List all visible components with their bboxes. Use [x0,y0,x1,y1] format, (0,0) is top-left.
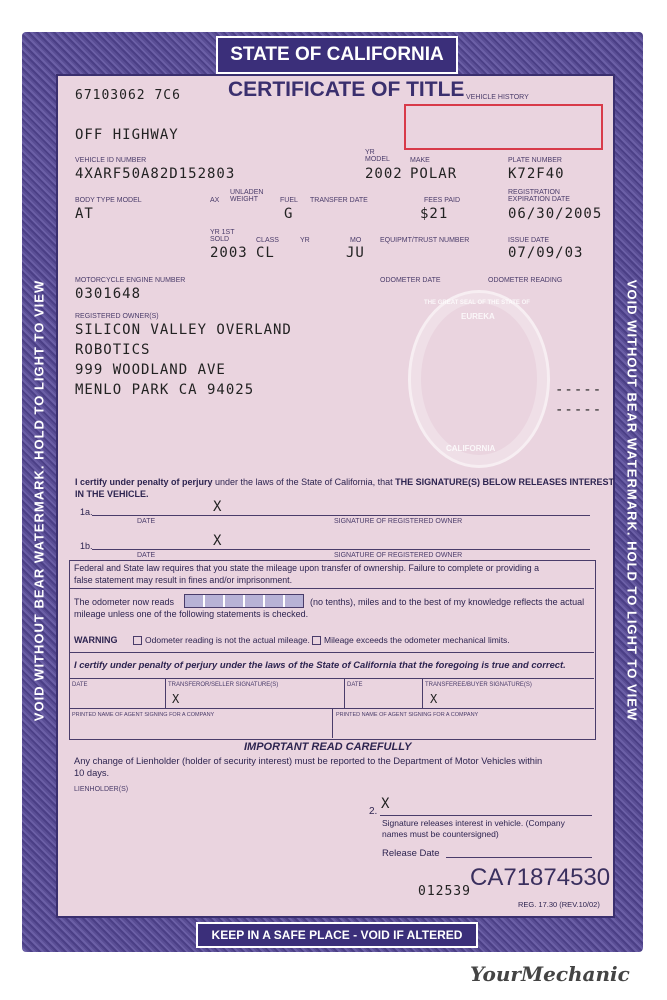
warn-checkbox-2[interactable] [312,636,321,645]
important-text-1: Any change of Lienholder (holder of security interest) must be reported to the Department of Motor Vehicles within [74,756,543,766]
divider-1 [69,588,594,589]
plate-label: PLATE NUMBER [508,157,562,164]
transferee-x: X [430,692,439,706]
line-1a[interactable] [92,515,590,516]
seal-top-text: THE GREAT SEAL OF THE STATE OF [424,300,530,306]
odometer-certify: I certify under penalty of perjury under the laws of the State of California that the foregoing is true and correct. [74,659,566,670]
serial-number: CA71874530 [470,864,611,891]
owner-line-4: MENLO PARK CA 94025 [75,382,255,398]
class-value: CL [256,245,275,261]
make-label: MAKE [410,157,430,164]
class-label: CLASS [256,237,279,244]
body-type-label: BODY TYPE MODEL [75,197,142,204]
lien-sign-line[interactable] [380,815,592,816]
warn-option-1: Odometer reading is not the actual mileage. [145,635,310,645]
fees-paid-value: $21 [420,206,449,222]
seal-eureka: EUREKA [461,312,495,321]
odometer-reads-1: The odometer now reads [74,597,175,607]
sign-x-1a: X [213,499,223,515]
owner-label: REGISTERED OWNER(S) [75,313,159,320]
fuel-value: G [284,206,294,222]
yr-sold-value: 2003 [210,245,248,261]
sign-x-1b: X [213,533,223,549]
owner-line-2: ROBOTICS [75,342,151,358]
odometer-reads-3: mileage unless one of the following statements is checked. [74,609,309,619]
vehicle-type: OFF HIGHWAY [75,127,179,143]
seal-bottom-text: CALIFORNIA [446,444,496,453]
weight-label: UNLADEN WEIGHT [230,189,264,203]
date-label-1b: DATE [137,552,156,559]
transferor-label: TRANSFEROR/SELLER SIGNATURE(S) [168,682,279,688]
line-1b-label: 1b. [80,541,93,551]
ax-label: AX [210,197,220,204]
lienholder-label: LIENHOLDER(S) [74,786,129,793]
printed-agent-label-2: PRINTED NAME OF AGENT SIGNING FOR A COMPANY [336,712,479,718]
odometer-dashes-1: ----- [555,382,603,398]
serial-small: 012539 [418,884,471,899]
release-date-line[interactable] [446,857,592,858]
body-type-value: AT [75,206,94,222]
yr-model-label: YR MODEL [365,149,390,163]
transfer-date-label: TRANSFER DATE [310,197,368,204]
reg-number: REG. 17.30 (REV.10/02) [518,900,600,909]
sig-owner-label-1b: SIGNATURE OF REGISTERED OWNER [334,552,463,559]
owner-line-1: SILICON VALLEY OVERLAND [75,322,292,338]
warn-option-2: Mileage exceeds the odometer mechanical limits. [324,635,510,645]
state-banner: STATE OF CALIFORNIA [216,36,458,74]
yr-label: YR [300,237,310,244]
control-number: 67103062 7C6 [75,88,181,103]
certificate-title: CERTIFICATE OF TITLE [228,78,465,101]
federal-text-1: Federal and State law requires that you state the mileage upon transfer of ownership. Failure to complete or providing a [74,563,540,573]
issue-date-value: 07/09/03 [508,245,584,261]
important-text-2: 10 days. [74,768,110,778]
keep-safe-banner: KEEP IN A SAFE PLACE - VOID IF ALTERED [196,922,478,948]
sig-owner-label-1a: SIGNATURE OF REGISTERED OWNER [334,518,463,525]
transferor-x: X [172,692,181,706]
certify-bold-c: THE SIGNATURE(S) BELOW RELEASES INTEREST [395,477,614,487]
fuel-label: FUEL [280,197,298,204]
federal-text-2: false statement may result in fines and/or imprisonment. [74,575,293,585]
side-text-right: VOID WITHOUT BEAR WATERMARK. HOLD TO LIGHT TO VIEW [624,279,640,722]
owner-line-3: 999 WOODLAND AVE [75,362,226,378]
release-date-label: Release Date [382,848,440,859]
date-label-1a: DATE [137,518,156,525]
odometer-reading-label: ODOMETER READING [488,277,563,284]
yr-sold-label: YR 1ST SOLD [210,229,235,243]
mo-value: JU [346,245,365,261]
lien-sig-text-1: Signature releases interest in vehicle. (Company [382,818,565,828]
vin-value: 4XARF50A82D152803 [75,166,236,182]
engine-value: 0301648 [75,286,142,302]
certify-bold-a: I certify under penalty of perjury [75,477,213,487]
important-title: IMPORTANT READ CAREFULLY [244,741,412,753]
sign-x-2: X [381,796,391,812]
printed-agent-label-1: PRINTED NAME OF AGENT SIGNING FOR A COMPANY [72,712,215,718]
odometer-date-label: ODOMETER DATE [380,277,441,284]
issue-date-label: ISSUE DATE [508,237,550,244]
yr-model-value: 2002 [365,166,403,182]
release-certify [75,477,614,487]
reg-exp-value: 06/30/2005 [508,206,603,222]
mo-label: MO [350,237,362,244]
fees-paid-label: FEES PAID [424,197,461,204]
line-2-label: 2. [369,806,378,817]
odometer-reads-2: (no tenths), miles and to the best of my knowledge reflects the actual [310,597,585,607]
warn-checkbox-1[interactable] [133,636,142,645]
plate-value: K72F40 [508,166,565,182]
lien-sig-text-2: names must be countersigned) [382,829,499,839]
agent-divider [332,708,333,738]
vehicle-history-box [404,104,603,150]
warning-label: WARNING [74,635,118,645]
transferee-label: TRANSFEREE/BUYER SIGNATURE(S) [425,682,532,688]
make-value: POLAR [410,166,458,182]
release-certify-2: IN THE VEHICLE. [75,489,149,499]
reg-exp-label: REGISTRATION EXPIRATION DATE [508,189,570,203]
certify-middle: under the laws of the State of California, that [212,477,396,487]
odo-date-label-2: DATE [347,682,363,688]
odo-date-label-1: DATE [72,682,88,688]
divider-2 [69,652,594,653]
engine-label: MOTORCYCLE ENGINE NUMBER [75,277,186,284]
line-1b[interactable] [92,549,590,550]
yourmechanic-logo: YourMechanic [470,962,630,986]
line-1a-label: 1a. [80,507,93,517]
vin-label: VEHICLE ID NUMBER [75,157,147,164]
odometer-input[interactable] [184,594,304,608]
equipmt-label: EQUIPMT/TRUST NUMBER [380,237,470,244]
side-text-left: VOID WITHOUT BEAR WATERMARK. HOLD TO LIGHT TO VIEW [31,279,47,722]
odometer-dashes-2: ----- [555,402,603,418]
vehicle-history-label: VEHICLE HISTORY [466,94,529,101]
